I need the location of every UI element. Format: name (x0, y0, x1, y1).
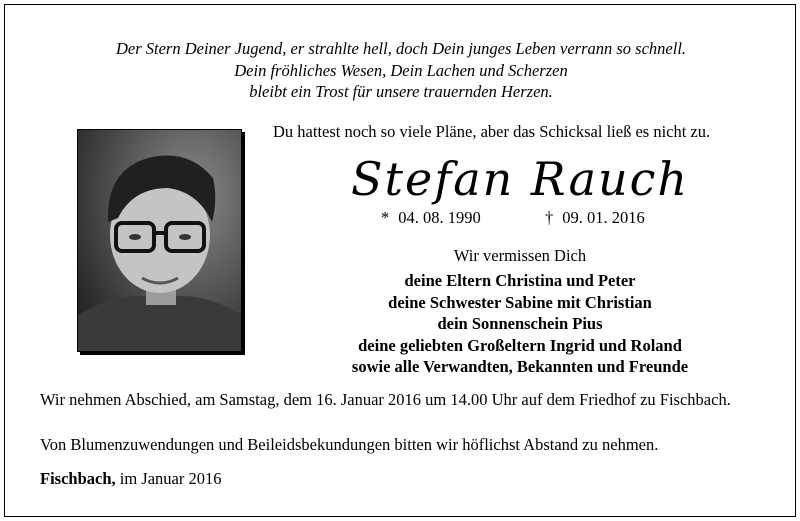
mourner: dein Sonnenschein Pius (437, 314, 603, 333)
place-date-line (40, 469, 222, 489)
death-date (545, 208, 645, 228)
mourner: deine Eltern Christina und Peter (404, 271, 636, 290)
poem-line: Der Stern Deiner Jugend, er strahlte hell, doch Dein junges Leben verrann so schnell. (115, 39, 687, 58)
mourner: deine Schwester Sabine mit Christian (388, 292, 652, 312)
portrait-illustration (78, 130, 241, 351)
birth-star-icon: * (381, 208, 390, 227)
death-date-value: 09. 01. 2016 (562, 208, 645, 227)
farewell-paragraph: Wir nehmen Abschied, am Samstag, dem 16. Januar 2016 um 14.00 Uhr auf dem Friedhof zu Fischbach. (40, 390, 731, 409)
mourner: deine geliebten Großeltern Ingrid und Roland (358, 335, 682, 355)
poem-line: bleibt ein Trost für unsere trauernden Herzen. (249, 82, 553, 101)
flowers-paragraph: Von Blumenzuwendungen und Beileidsbekundungen bitten wir höflichst Abstand zu nehmen. (40, 435, 659, 454)
birth-date (381, 208, 481, 228)
poem (5, 38, 797, 103)
death-cross-icon: † (545, 208, 554, 227)
place-town: Fischbach, (40, 469, 116, 488)
poem-line: Dein fröhliches Wesen, Dein Lachen und Scherzen (234, 60, 568, 80)
mourners-list (257, 270, 783, 378)
birth-date-value: 04. 08. 1990 (398, 208, 481, 227)
portrait-photo (77, 129, 242, 352)
place-date: im Januar 2016 (119, 469, 222, 488)
mourner: sowie alle Verwandten, Bekannten und Freunde (351, 357, 689, 376)
we-miss-you: Wir vermissen Dich (453, 246, 587, 265)
obituary-notice (4, 4, 796, 517)
subpoem: Du hattest noch so viele Pläne, aber das Schicksal ließ es nicht zu. (273, 122, 711, 141)
deceased-name: Stefan Rauch (350, 152, 690, 206)
